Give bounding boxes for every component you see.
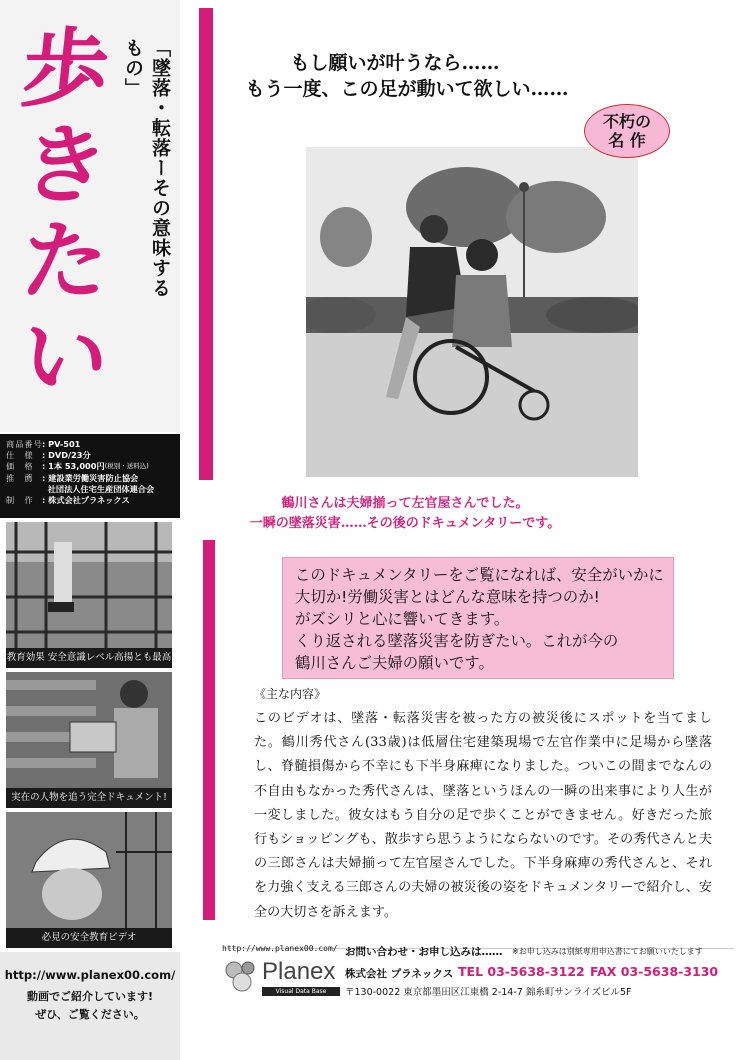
product-code: PV-501: [48, 439, 81, 449]
recommend-label: 推 薦: [6, 472, 34, 483]
highlight-line: 鶴川さんご夫婦の願いです。: [295, 654, 494, 672]
spec-value: DVD/23分: [48, 450, 91, 461]
company-name: 株式会社 プラネックス: [345, 968, 454, 980]
side-promo-2: ぜひ、ご覧ください。: [35, 1008, 145, 1021]
scaffold-photo: [6, 522, 172, 648]
badge-line-1: 不朽の: [602, 112, 651, 131]
footer-note: ※お申し込みは別紙専用申込書にてお願いいたします: [512, 947, 703, 956]
highlight-box: [282, 557, 674, 679]
price-label: 価 格: [6, 461, 34, 472]
headline-line-2: もう一度、この足が動いて欲しい……: [245, 78, 569, 100]
spec-label: 仕 様: [6, 450, 34, 461]
recommend-value-1: 建設業労働災害防止協会: [48, 472, 139, 483]
company-address: 〒130-0022 東京都墨田区江東橋 2-14-7 錦糸町サンライズビル5F: [345, 987, 632, 998]
planex-logo: [224, 958, 340, 998]
side-caption-3: 必見の安全教育ビデオ: [6, 928, 172, 948]
title-char: い: [16, 308, 110, 408]
wheelchair-photo: [306, 147, 638, 477]
price-note: (税別・送料込): [104, 462, 149, 471]
accent-bar-bottom: [203, 540, 215, 920]
maker-value: 株式会社プラネックス: [48, 495, 130, 506]
footer-contact-heading: お問い合わせ・お申し込みは……: [345, 946, 503, 958]
product-info: 商品番号 : PV-501 仕 様 : DVD/23分 価 格 : 1本 53,000円 (税別・送料込) 推 薦 : 建設業労働災害防止協会 社団法人住宅生産団体連合会 制 作 : 株式会社プラネックス: [0, 434, 180, 518]
product-label: 商品番号: [6, 439, 43, 449]
recommend-value-2: 社団法人住宅生産団体連合会: [47, 483, 155, 494]
title-char: 歩: [16, 20, 110, 120]
tel-number[interactable]: TEL 03-5638-3122: [458, 964, 585, 979]
side-caption-1: 教育効果 安全意識レベル高揚とも最高: [6, 648, 172, 668]
masterpiece-badge: [584, 104, 670, 158]
side-caption-2: 実在の人物を追う完全ドキュメント!: [6, 788, 172, 808]
highlight-line: がズシリと心に響いてきます。: [295, 610, 510, 628]
highlight-line: くり返される墜落災害を防ぎたい。これが今の: [295, 632, 619, 650]
badge-line-2: 名 作: [608, 131, 646, 150]
contents-heading: 《主な内容》: [254, 687, 327, 701]
contents-body: このビデオは、墜落・転落災害を被った方の被災後にスポットを当てました。鶴川秀代さん(33歳)は低層住宅建築現場で左官作業中に足場から墜落し、脊髄損傷から不幸にも下半身麻痺になりました。ついこの間までなんの不自由もなかった秀代さんは、墜落というほんの一瞬の出来事により人生が一変しました。彼女はもう自分の足で歩くことができません。好きだった旅行もショッピングも、散歩すら思うようにならないのです。その秀代さんと夫の三郎さんは夫婦揃って左官屋さんでした。下半身麻痺の秀代さんと、それを力強く支える三郎さんの夫婦の被災後の姿をドキュメンタリーで紹介し、安全の大切さを訴えます。: [254, 711, 712, 920]
photo-caption-1: 鶴川さんは夫婦揃って左官屋さんでした。: [281, 496, 529, 511]
highlight-line: 大切か!労働災害とはどんな意味を持つのか!: [295, 588, 600, 606]
logo-word: Planex: [262, 958, 336, 985]
highlight-line: このドキュメンタリーをご覧になれば、安全がいかに: [295, 566, 664, 584]
helmet-photo: [6, 812, 172, 928]
logo-tagline: Visual Data Base: [262, 987, 340, 996]
subtitle: 「墜落・転落ーその意味するもの」: [122, 38, 171, 298]
side-promo-1: 動画でご紹介しています!: [26, 990, 154, 1003]
price-value: 1本 53,000円: [48, 461, 105, 472]
title-char: き: [16, 116, 110, 216]
footer-url-link[interactable]: http://www.planex00.com/: [222, 944, 338, 953]
side-url-link[interactable]: http://www.planex00.com/: [4, 968, 176, 982]
title-char: た: [16, 212, 110, 312]
maker-label: 制 作: [6, 495, 34, 506]
fax-number: FAX 03-5638-3130: [590, 964, 719, 979]
planex-logo-icon: [224, 958, 260, 994]
photo-caption-2: 一瞬の墜落災害……その後のドキュメンタリーです。: [249, 516, 561, 531]
shopping-photo: [6, 672, 172, 788]
headline-line-1: もし願いが叶うなら……: [290, 52, 500, 74]
